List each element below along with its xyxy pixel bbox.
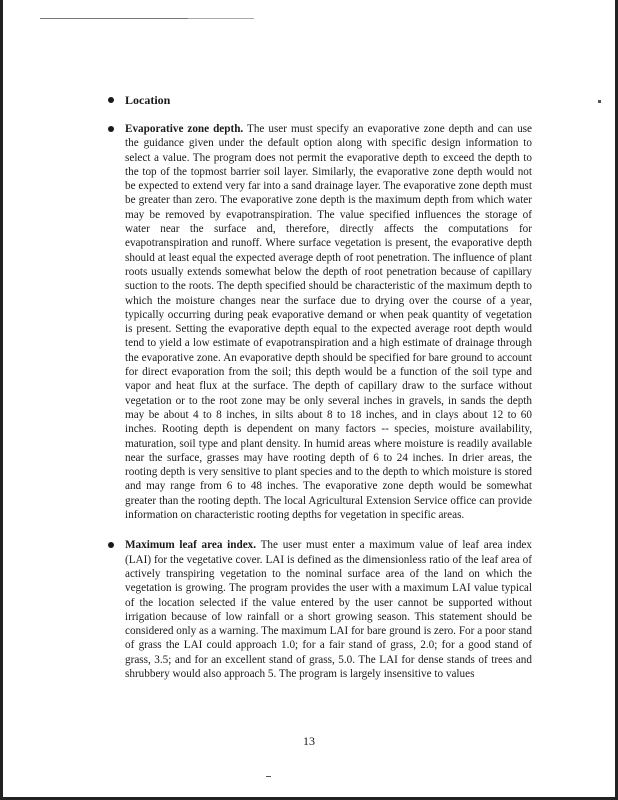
- evaporative-text: The user must specify an evaporative zone depth and can use the guidance given under the default option along with specific design information to select a value. The program does not permit the evaporative depth to exceed the depth to the top of the topmost barrier soil layer. Similarly, the evaporative zone depth would not be expected to extend very far into a sand drainage layer. The evaporative zone depth must be greater than zero. The evaporative zone depth is the maximum depth from which water may be removed by evapotranspiration. The value specified influences the storage of water near the surface and, therefore, directly affects the computations for evapotranspiration and runoff. Where surface vegetation is present, the evaporative depth should at least equal the expected average depth of root penetration. The influence of plant roots usually extends somewhat below the depth of root penetration because of capillary suction to the roots. The depth specified should be characteristic of the maximum depth to which the moisture changes near the surface due to drying over the course of a year, typically occurring during peak evaporative demand or when peak quantity of vegetation is present. Setting the evaporative depth equal to the expected average root depth would tend to yield a low estimate of evapotranspiration and a high estimate of drainage through the evaporative zone. An evaporative depth should be specified for bare ground to account for direct evaporation from the soil; this depth would be a function of the soil type and vapor and heat flux at the surface. The depth of capillary draw to the surface without vegetation or to the root zone may be only several inches in gravels, in sands the depth may be about 4 to 8 inches, in silts about 8 to 18 inches, and in clays about 12 to 60 inches. Rooting depth is dependent on many factors -- species, moisture availability, maturation, soil type and plant density. In humid areas where moisture is readily available near the surface, grasses may have rooting depth of 6 to 24 inches. In drier areas, the rooting depth is very sensitive to plant species and to the depth to which moisture is stored and may range from 6 to 48 inches. The evaporative zone depth would be somewhat greater than the rooting depth. The local Agricultural Extension Service office can provide information on characteristic rooting depths for vegetation in specific areas.: [125, 123, 532, 522]
- lai-text: The user must enter a maximum value of leaf area index (LAI) for the vegetative cover. LAI is defined as the dimensionless ratio of the leaf area of actively transpiring vegetation to the nominal surface area of the land on which the vegetation is growing. The program provides the user with a maximum LAI value typical of the location selected if the value entered by the user cannot be supported without irrigation because of low rainfall or a short growing season. This statement should be considered only as a warning. The maximum LAI for bare ground is zero. For a poor stand of grass the LAI could approach 1.0; for a fair stand of grass, 2.0; for a good stand of grass, 3.5; and for an excellent stand of grass, 5.0. The LAI for dense stands of trees and shrubbery would also approach 5. The program is largely insensitive to values: [125, 539, 532, 680]
- lai-term: Maximum leaf area index.: [125, 539, 257, 552]
- lai-paragraph: [125, 538, 532, 681]
- location-heading: Location: [125, 93, 171, 107]
- list-item-maximum-leaf-area-index: [108, 538, 532, 681]
- evaporative-paragraph: [125, 122, 532, 522]
- page-number: 13: [303, 734, 315, 748]
- scan-artifact-line: [40, 18, 188, 19]
- bullet-icon: [108, 542, 114, 548]
- scan-speck: [598, 100, 601, 103]
- scan-artifact-line: [188, 18, 254, 19]
- scan-speck: [266, 776, 271, 777]
- body-content: [108, 93, 532, 681]
- list-item-evaporative-zone-depth: [108, 122, 532, 522]
- list-item-location: [108, 93, 532, 107]
- scan-border-left: [0, 0, 3, 800]
- bullet-icon: [108, 126, 114, 132]
- evaporative-term: Evaporative zone depth.: [125, 123, 244, 135]
- bullet-icon: [108, 97, 114, 103]
